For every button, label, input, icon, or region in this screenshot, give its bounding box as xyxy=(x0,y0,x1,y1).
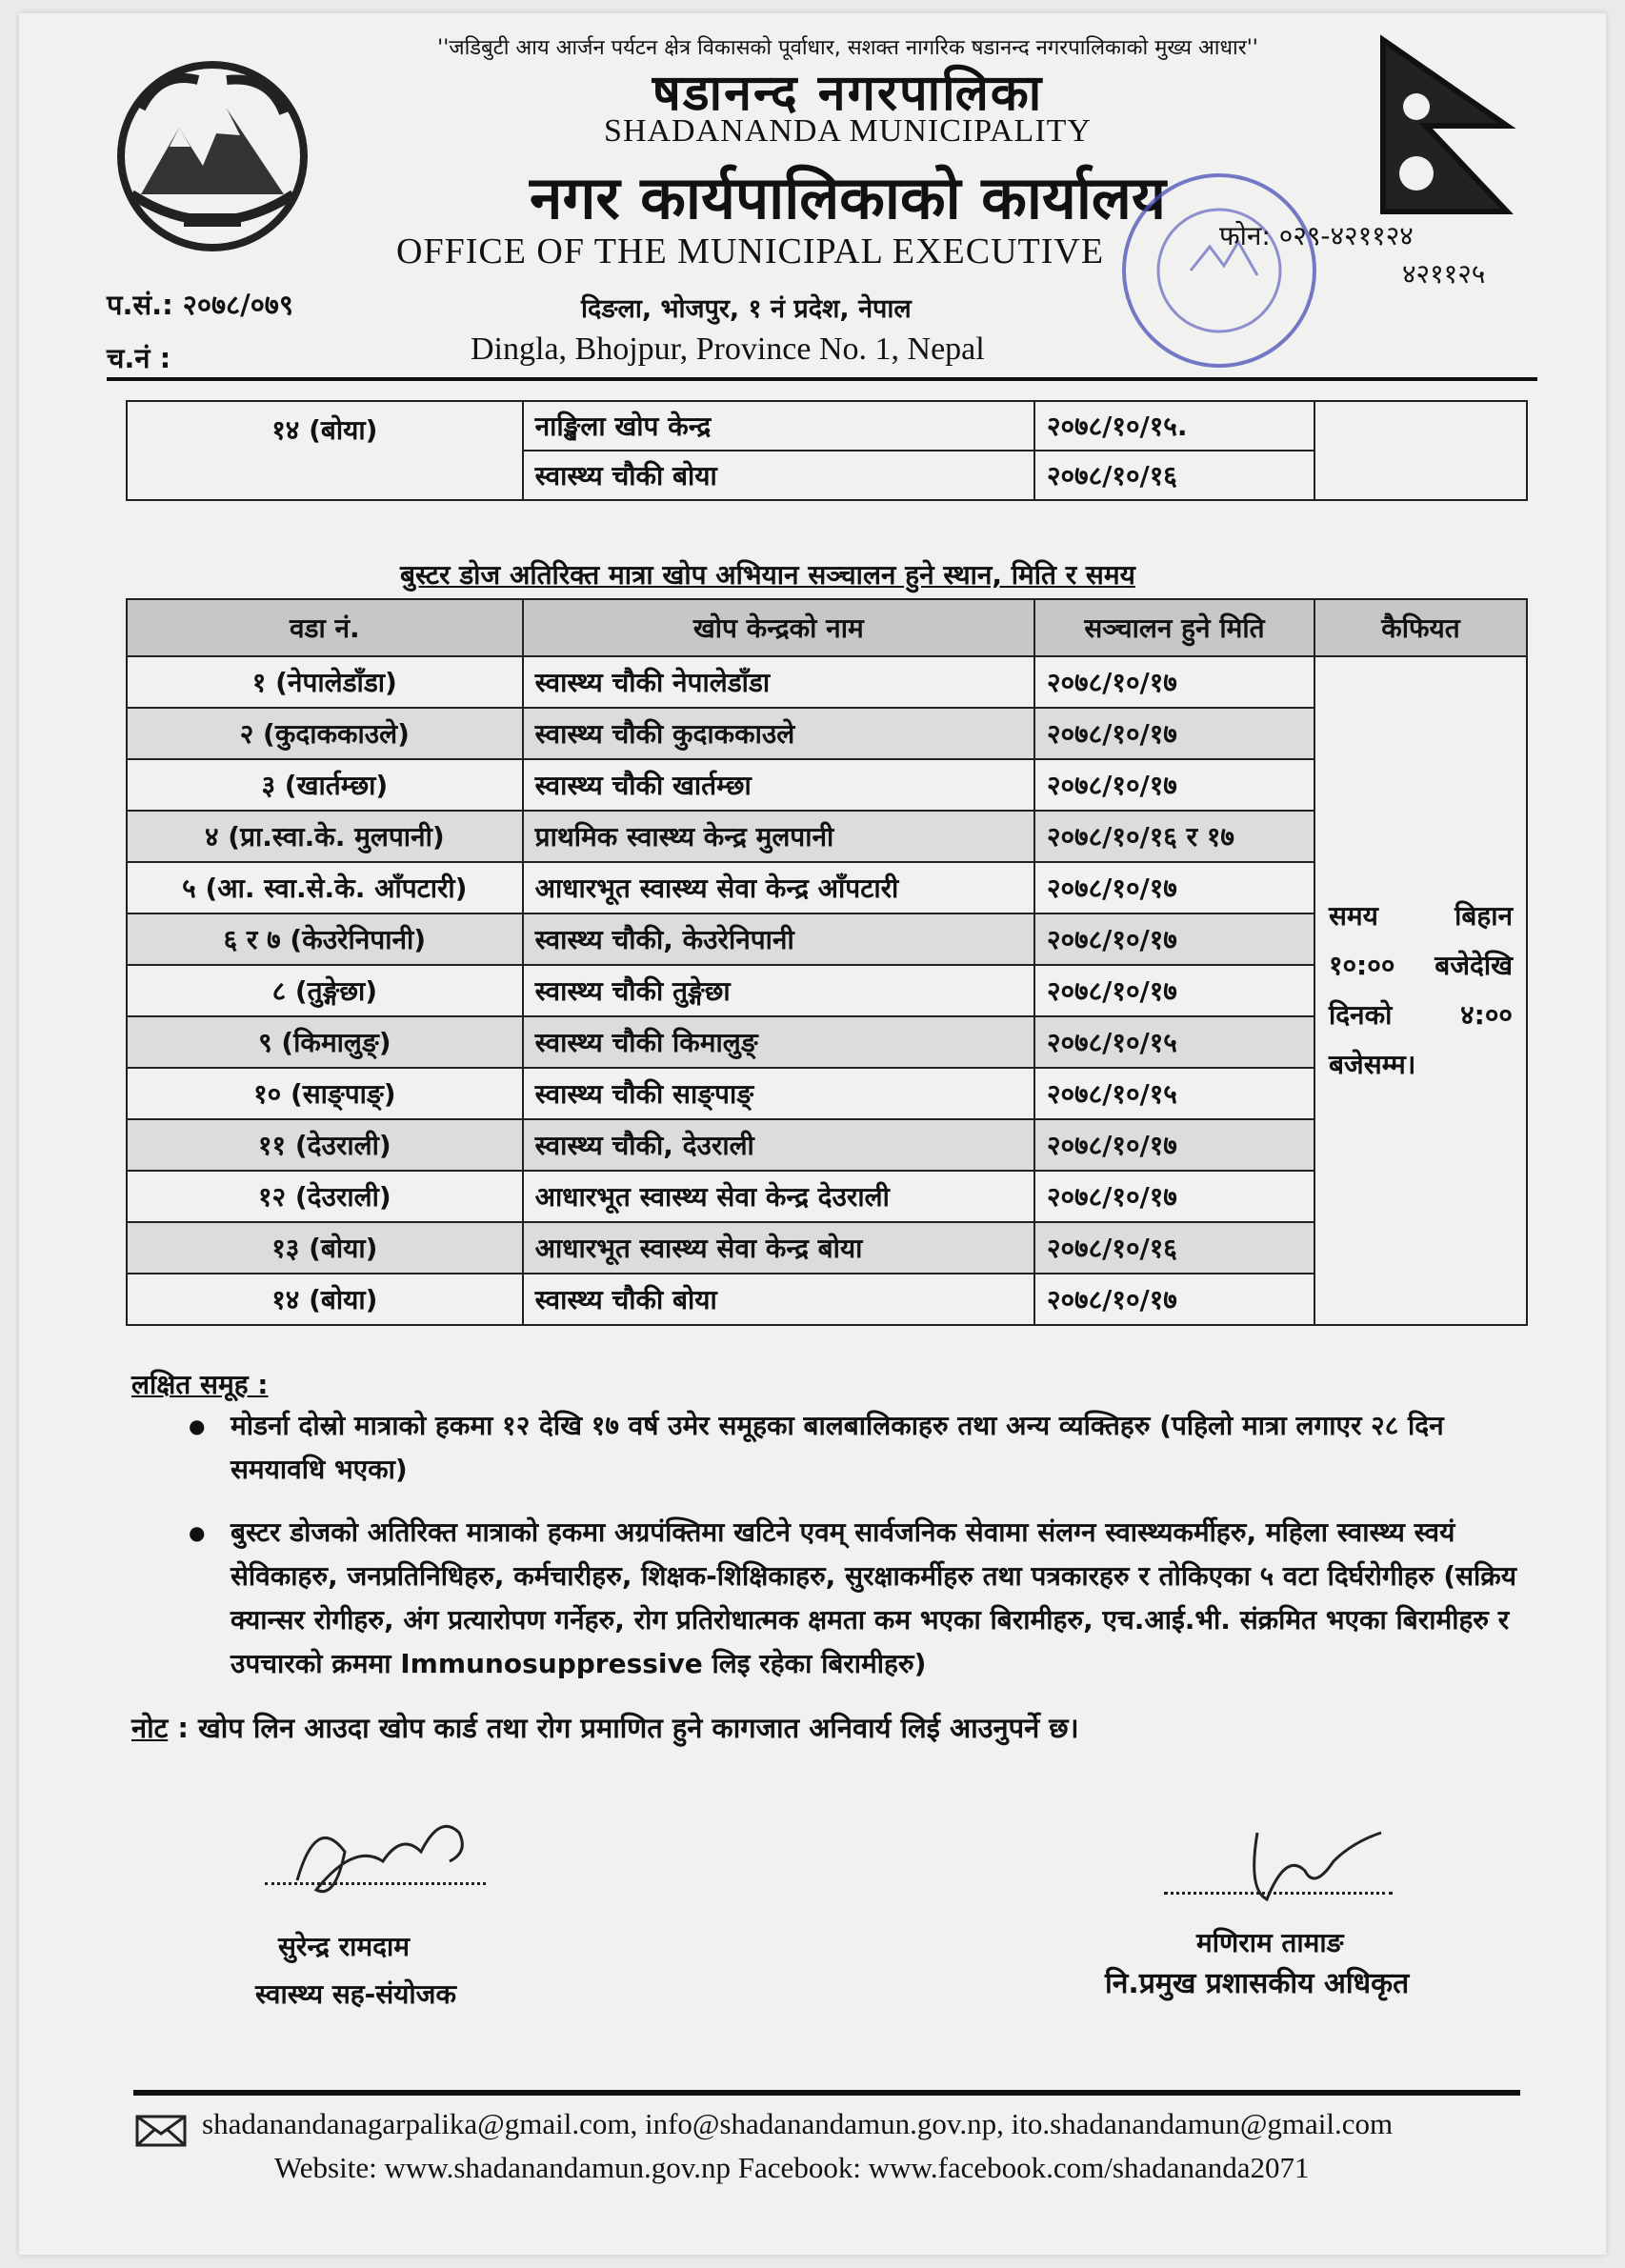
office-name-en: OFFICE OF THE MUNICIPAL EXECUTIVE xyxy=(396,231,1105,271)
continued-schedule-table xyxy=(126,400,1528,501)
remarks-cell xyxy=(1314,401,1527,500)
footer-divider xyxy=(133,2090,1520,2096)
center-name-cell: आधारभूत स्वास्थ्य सेवा केन्द्र आँपटारी xyxy=(523,862,1034,913)
center-name-cell: स्वास्थ्य चौकी खार्तम्छा xyxy=(523,759,1034,811)
center-name-cell: आधारभूत स्वास्थ्य सेवा केन्द्र देउराली xyxy=(523,1171,1034,1222)
header-divider xyxy=(107,377,1537,381)
date-cell: २०७८/१०/१६ र १७ xyxy=(1034,811,1314,862)
ward-cell: ११ (देउराली) xyxy=(127,1119,523,1171)
signature-line-right xyxy=(1164,1892,1393,1895)
header-ward: वडा नं. xyxy=(127,599,523,656)
dispatch-number: च.नं : xyxy=(107,342,171,374)
ward-cell: १४ (बोया) xyxy=(127,401,523,500)
ward-cell: १ (नेपालेडाँडा) xyxy=(127,656,523,708)
date-cell: २०७८/१०/१७ xyxy=(1034,759,1314,811)
target-group-list xyxy=(189,1404,1541,1705)
ward-cell: ९ (किमालुङ्) xyxy=(127,1016,523,1068)
target-group-heading: लक्षित समूह : xyxy=(131,1369,269,1400)
remarks-line: समय बिहान xyxy=(1328,900,1513,932)
date-cell: २०७८/१०/१५ xyxy=(1034,1068,1314,1119)
header-date: सञ्चालन हुने मिति xyxy=(1034,599,1314,656)
note-text: : खोप लिन आउदा खोप कार्ड तथा रोग प्रमाणित हुने कागजात अनिवार्य लिई आउनुपर्ने छ। xyxy=(168,1712,1079,1744)
office-seal-stamp xyxy=(1105,156,1334,385)
contact-emails: shadanandanagarpalika@gmail.com, info@shadanandamun.gov.np, ito.shadanandamun@gmail.com xyxy=(202,2107,1394,2140)
mail-icon xyxy=(135,2115,187,2147)
table-row xyxy=(127,401,1527,451)
date-cell: २०७८/१०/१७ xyxy=(1034,708,1314,759)
signature-right xyxy=(1219,1814,1391,1918)
center-name-cell: आधारभूत स्वास्थ्य सेवा केन्द्र बोया xyxy=(523,1222,1034,1274)
ward-cell: ८ (तुङ्गेछा) xyxy=(127,965,523,1016)
date-cell: २०७८/१०/१७ xyxy=(1034,1171,1314,1222)
remarks-line: बजेसम्म। xyxy=(1328,1049,1416,1080)
center-name-cell: नाङ्खिला खोप केन्द्र xyxy=(523,401,1034,451)
ward-cell: ४ (प्रा.स्वा.के. मुलपानी) xyxy=(127,811,523,862)
note-label: नोट xyxy=(131,1712,169,1744)
remarks-line: दिनको ४:०० xyxy=(1328,999,1513,1031)
center-name-cell: प्राथमिक स्वास्थ्य केन्द्र मुलपानी xyxy=(523,811,1034,862)
table-row xyxy=(127,656,1527,708)
table-header-row xyxy=(127,599,1527,656)
ward-cell: ६ र ७ (केउरेनिपानी) xyxy=(127,913,523,965)
date-cell: २०७८/१०/१७ xyxy=(1034,656,1314,708)
address-en: Dingla, Bhojpur, Province No. 1, Nepal xyxy=(471,331,985,367)
municipality-name-en: SHADANANDA MUNICIPALITY xyxy=(604,113,1092,149)
signatory-left-name: सुरेन्द्र रामदाम xyxy=(278,1931,410,1962)
ward-cell: १४ (बोया) xyxy=(127,1274,523,1325)
date-cell: २०७८/१०/१६ xyxy=(1034,1222,1314,1274)
center-name-cell: स्वास्थ्य चौकी साङ्पाङ् xyxy=(523,1068,1034,1119)
document-page xyxy=(19,13,1606,2255)
date-cell: २०७८/१०/१६ xyxy=(1034,451,1314,500)
ward-cell: २ (कुदाककाउले) xyxy=(127,708,523,759)
nepal-flag-icon xyxy=(1374,30,1516,221)
center-name-cell: स्वास्थ्य चौकी बोया xyxy=(523,1274,1034,1325)
date-cell: २०७८/१०/१७ xyxy=(1034,913,1314,965)
header-center-name: खोप केन्द्रको नाम xyxy=(523,599,1034,656)
signature-line-left xyxy=(265,1882,486,1885)
signature-left xyxy=(278,1795,488,1909)
ward-cell: १३ (बोया) xyxy=(127,1222,523,1274)
center-name-cell: स्वास्थ्य चौकी कुदाककाउले xyxy=(523,708,1034,759)
remarks-line: १०:०० बजेदेखि xyxy=(1328,950,1513,981)
address-np: दिङला, भोजपुर, १ नं प्रदेश, नेपाल xyxy=(581,294,912,324)
booster-schedule-table xyxy=(126,598,1528,1326)
motto: ''जडिबुटी आय आर्जन पर्यटन क्षेत्र विकासको पूर्वाधार, सशक्त नागरिक षडानन्द नगरपालिकाको मुख्य आधार'' xyxy=(437,36,1258,60)
signatory-left-title: स्वास्थ्य सह-संयोजक xyxy=(255,1978,456,2010)
phone-number-2: ४२११२५ xyxy=(1402,258,1486,290)
booster-table-caption: बुस्टर डोज अतिरिक्त मात्रा खोप अभियान सञ्चालन हुने स्थान, मिति र समय xyxy=(400,559,1135,591)
ward-cell: १२ (देउराली) xyxy=(127,1171,523,1222)
ward-cell: ३ (खार्तम्छा) xyxy=(127,759,523,811)
center-name-cell: स्वास्थ्य चौकी, देउराली xyxy=(523,1119,1034,1171)
date-cell: २०७८/१०/१५ xyxy=(1034,1016,1314,1068)
municipality-emblem-icon xyxy=(103,51,322,261)
ward-cell: ५ (आ. स्वा.से.के. आँपटारी) xyxy=(127,862,523,913)
contact-web: Website: www.shadanandamun.gov.np Facebook: www.facebook.com/shadananda2071 xyxy=(274,2151,1310,2184)
ward-cell: १० (साङ्पाङ्) xyxy=(127,1068,523,1119)
date-cell: २०७८/१०/१५. xyxy=(1034,401,1314,451)
date-cell: २०७८/१०/१७ xyxy=(1034,862,1314,913)
office-name-np: नगर कार्यपालिकाको कार्यालय xyxy=(530,163,1166,232)
date-cell: २०७८/१०/१७ xyxy=(1034,1274,1314,1325)
phone-number-1: फोन: ०२९-४२११२४ xyxy=(1219,220,1414,251)
signatory-right-title: नि.प्रमुख प्रशासकीय अधिकृत xyxy=(1105,1967,1410,2000)
header-remarks: कैफियत xyxy=(1314,599,1527,656)
date-cell: २०७८/१०/१७ xyxy=(1034,1119,1314,1171)
center-name-cell: स्वास्थ्य चौकी बोया xyxy=(523,451,1034,500)
list-item: ● बुस्टर डोजको अतिरिक्त मात्राको हकमा अग्रपंक्तिमा खटिने एवम् सार्वजनिक सेवामा संलग्न स्वास्थ्यकर्मीहरु, महिला स्वास्थ्य स्वयं सेविकाहरु, जनप्रतिनिधिहरु, कर्मचारीहरु, शिक्षक-शिक्षिकाहरु, सुरक्षाकर्मीहरु तथा पत्रकारहरु र तोकिएका ५ वटा दिर्घरोगीहरु (सक्रिय क्यान्सर रोगीहरु, अंग प्रत्यारोपण गर्नेहरु, रोग प्रतिरोधात्मक क्षमता कम भएका बिरामीहरु, एच.आई.भी. संक्रमित भएका बिरामीहरु र उपचारको क्रममा Immunosuppressive लिइ रहेका बिरामीहरु) xyxy=(189,1511,1541,1686)
note xyxy=(131,1709,1079,1746)
center-name-cell: स्वास्थ्य चौकी तुङ्गेछा xyxy=(523,965,1034,1016)
signatory-right-name: मणिराम तामाङ xyxy=(1196,1927,1344,1958)
reference-number: प.सं.: २०७८/०७९ xyxy=(107,289,293,321)
remarks-cell xyxy=(1314,656,1527,1325)
center-name-cell: स्वास्थ्य चौकी किमालुङ् xyxy=(523,1016,1034,1068)
list-item: ● मोडर्ना दोस्रो मात्राको हकमा १२ देखि १७ वर्ष उमेर समूहका बालबालिकाहरु तथा अन्य व्यक्तिहरु (पहिलो मात्रा लगाएर २८ दिन समयावधि भएका) xyxy=(189,1404,1541,1492)
center-name-cell: स्वास्थ्य चौकी, केउरेनिपानी xyxy=(523,913,1034,965)
date-cell: २०७८/१०/१७ xyxy=(1034,965,1314,1016)
center-name-cell: स्वास्थ्य चौकी नेपालेडाँडा xyxy=(523,656,1034,708)
municipality-name-np: षडानन्द नगरपालिका xyxy=(652,65,1044,122)
